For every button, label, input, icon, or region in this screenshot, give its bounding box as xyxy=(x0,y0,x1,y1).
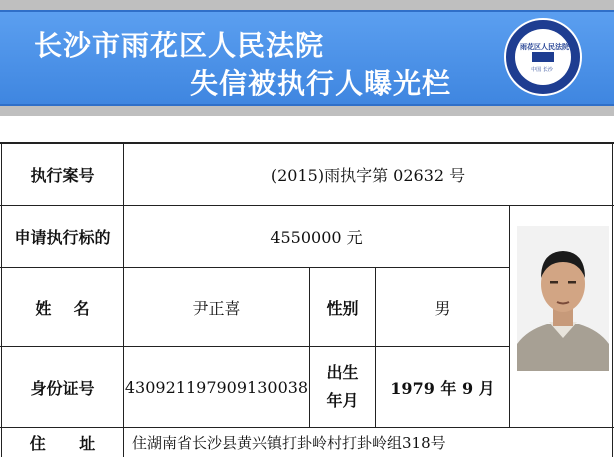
name-label: 姓 名 xyxy=(35,298,90,318)
amount-value: 4550000 元 xyxy=(270,228,363,247)
birth-label xyxy=(310,347,375,427)
address-value: 住湖南省长沙县黄兴镇打卦岭村打卦岭组318号 xyxy=(132,434,446,452)
id-number-value: 430921197909130038 xyxy=(124,377,309,397)
birth-label-line1: 出生 xyxy=(326,363,359,382)
board-title: 失信被执行人曝光栏 xyxy=(190,67,452,100)
case-number-label: 执行案号 xyxy=(30,166,95,185)
table-border-right xyxy=(612,142,613,457)
case-number-value: (2015)雨执字第 02632 号 xyxy=(270,166,466,185)
court-emblem-icon xyxy=(504,18,582,96)
name-value: 尹正喜 xyxy=(192,298,241,318)
header-banner xyxy=(0,0,614,116)
emblem-mark-icon xyxy=(532,52,554,62)
court-title: 长沙市雨花区人民法院 xyxy=(34,29,325,62)
amount-label: 申请执行标的 xyxy=(14,228,111,247)
birth-value: 1979 年 9 月 xyxy=(390,378,495,398)
person-silhouette-icon xyxy=(517,226,609,371)
person-photo xyxy=(517,226,609,371)
emblem-subtitle: 中国 长沙 xyxy=(531,67,553,73)
address-label: 住 址 xyxy=(29,434,96,453)
birth-label-line2: 年月 xyxy=(326,391,359,410)
id-number-label: 身份证号 xyxy=(30,378,95,398)
emblem-name: 雨花区人民法院 xyxy=(520,43,569,51)
gender-label: 性别 xyxy=(326,298,359,318)
gender-value: 男 xyxy=(434,298,451,318)
col-divider xyxy=(509,205,510,427)
